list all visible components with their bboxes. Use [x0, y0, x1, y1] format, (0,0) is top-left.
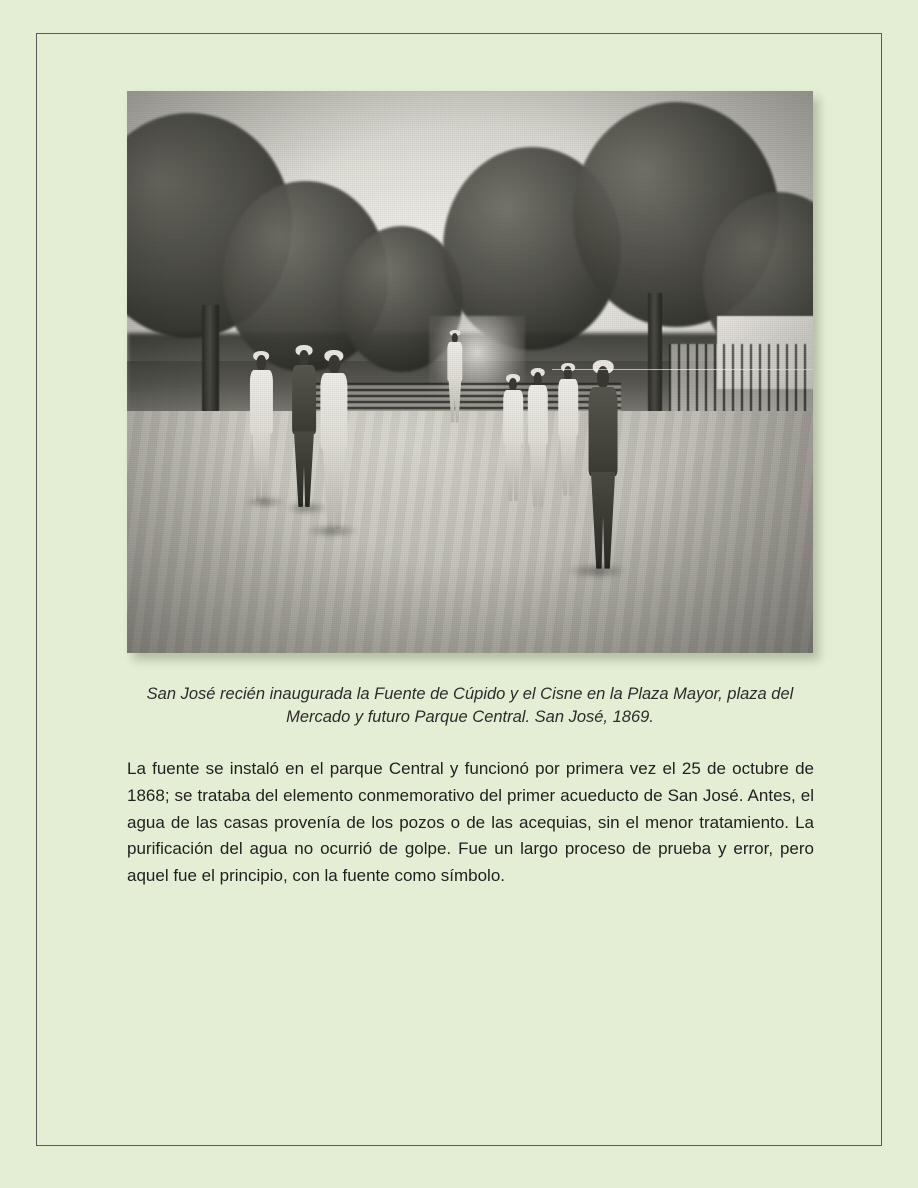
- film-scratch: [552, 369, 813, 370]
- head: [299, 350, 309, 367]
- legs: [591, 472, 615, 569]
- legs: [323, 446, 346, 530]
- historic-photograph: [127, 91, 813, 653]
- figure-person: [312, 355, 356, 529]
- figure-person: [443, 333, 468, 423]
- legs: [448, 379, 461, 422]
- figure-caption: San José recién inaugurada la Fuente de Cúpido y el Cisne en la Plaza Mayor, plaza del Mercado y futuro Parque Central. San José, 1869.: [146, 685, 794, 727]
- legs: [529, 442, 546, 507]
- legs: [294, 431, 314, 507]
- body-paragraph: La fuente se instaló en el parque Central y funcionó por primera vez el 25 de octubre de 1868; se trataba del elemento conmemorativo del primer acueducto de San José. Antes, el agua de las casas provenía de los pozos o de las acequias, sin el menor tratamiento. La purificación del agua no ocurrió de golpe. Fue un largo proceso de prueba y error, pero aquel fue el principio, con la fuente como símbolo.: [127, 758, 814, 886]
- ground-shadow: [566, 563, 628, 579]
- legs: [505, 442, 521, 501]
- torso: [503, 390, 523, 444]
- figure-person: [521, 372, 554, 507]
- torso: [447, 342, 462, 382]
- plaza-ground: [127, 411, 813, 653]
- figure-container: [125, 91, 813, 653]
- page-border: [36, 33, 882, 1146]
- torso: [321, 373, 348, 450]
- head: [328, 355, 339, 374]
- figure-person-foreground: [580, 366, 627, 568]
- torso: [250, 370, 272, 434]
- ground-shadow: [244, 496, 285, 508]
- legs: [252, 431, 271, 501]
- legs: [560, 434, 576, 496]
- torso: [589, 387, 618, 476]
- torso: [558, 379, 578, 436]
- torso: [528, 385, 548, 444]
- figure-person: [244, 355, 280, 501]
- page-content: [125, 91, 815, 890]
